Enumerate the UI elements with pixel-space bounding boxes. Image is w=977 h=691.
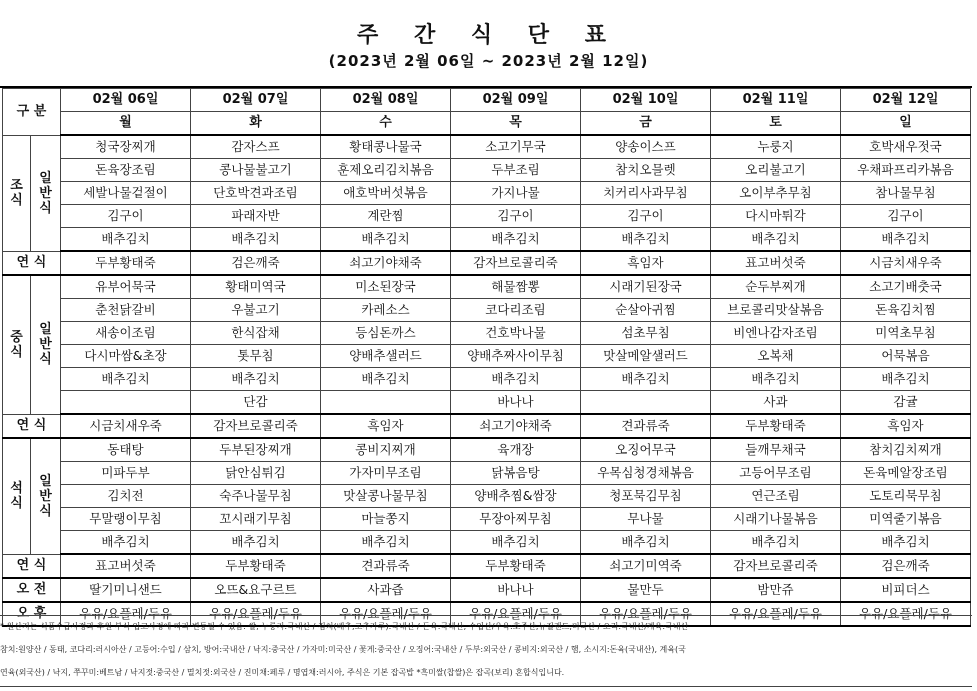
menu-cell: 누룽지 xyxy=(711,135,841,159)
menu-cell: 미소된장국 xyxy=(321,275,451,299)
menu-cell: 배추김치 xyxy=(61,368,191,391)
menu-cell: 우유/요플레/두유 xyxy=(581,602,711,626)
menu-cell: 세발나물겉절이 xyxy=(61,182,191,205)
menu-cell: 무장아찌무침 xyxy=(451,508,581,531)
menu-cell: 오복채 xyxy=(711,345,841,368)
menu-cell: 시금치새우죽 xyxy=(841,251,971,275)
menu-cell: 청포묵김무침 xyxy=(581,485,711,508)
menu-cell: 섬초무침 xyxy=(581,322,711,345)
menu-cell: 코다리조림 xyxy=(451,299,581,322)
header-day: 목 xyxy=(451,112,581,136)
menu-cell: 양배추찜&쌈장 xyxy=(451,485,581,508)
menu-cell: 참치오믈렛 xyxy=(581,159,711,182)
dinner-row xyxy=(3,438,971,462)
header-day: 일 xyxy=(841,112,971,136)
page-title: 주 간 식 단 표 xyxy=(357,23,620,48)
menu-cell: 들깨무채국 xyxy=(711,438,841,462)
menu-table xyxy=(2,88,971,627)
menu-cell: 배추김치 xyxy=(841,531,971,555)
snack_am-label: 오 전 xyxy=(3,578,61,602)
menu-cell: 맛살메알샐러드 xyxy=(581,345,711,368)
menu-cell xyxy=(61,391,191,415)
menu-cell: 배추김치 xyxy=(711,368,841,391)
period-label: (2023년 2월 06일 ~ 2023년 2월 12일) xyxy=(328,52,649,70)
menu-cell: 순두부찌개 xyxy=(711,275,841,299)
menu-cell: 춘천닭갈비 xyxy=(61,299,191,322)
menu-cell: 배추김치 xyxy=(841,368,971,391)
note-line-1: * 원산지는 식품수급사정과 후원 부식 입고사정에 따라 변동될 수 있음. 쌀, 누룽지:국내산 / 김치(배추,고추가루):국내산 / 돈육:국내산, 수입산/우육:호주산,뉴질랜드,미국산 / 오리:국내산/계육:국내산 xyxy=(0,622,689,631)
menu-cell: 김구이 xyxy=(581,205,711,228)
menu-cell: 배추김치 xyxy=(61,531,191,555)
menu-cell: 배추김치 xyxy=(191,228,321,252)
header-date: 02월 07일 xyxy=(191,89,321,112)
menu-cell: 오징어무국 xyxy=(581,438,711,462)
menu-cell: 브로콜리맛살볶음 xyxy=(711,299,841,322)
soft_am-row xyxy=(3,251,971,275)
menu-cell: 돈육장조림 xyxy=(61,159,191,182)
menu-cell: 육개장 xyxy=(451,438,581,462)
menu-cell: 우유/요플레/두유 xyxy=(451,602,581,626)
menu-cell: 배추김치 xyxy=(191,368,321,391)
menu-cell: 오뜨&요구르트 xyxy=(191,578,321,602)
menu-cell: 꼬시래기무침 xyxy=(191,508,321,531)
menu-cell: 표고버섯죽 xyxy=(711,251,841,275)
snack_am-row xyxy=(3,578,971,602)
menu-cell: 두부황태죽 xyxy=(451,554,581,578)
menu-cell: 흑임자 xyxy=(321,414,451,438)
menu-cell: 호박새우젓국 xyxy=(841,135,971,159)
menu-cell: 시래기나물볶음 xyxy=(711,508,841,531)
menu-cell: 황태미역국 xyxy=(191,275,321,299)
menu-cell: 도토리묵무침 xyxy=(841,485,971,508)
menu-cell: 가자미무조림 xyxy=(321,462,451,485)
menu-cell: 양송이스프 xyxy=(581,135,711,159)
menu-cell: 딸기미니샌드 xyxy=(61,578,191,602)
breakfast-row xyxy=(3,159,971,182)
menu-cell xyxy=(581,391,711,415)
menu-cell: 소고기무국 xyxy=(451,135,581,159)
menu-cell: 어묵볶음 xyxy=(841,345,971,368)
menu-cell: 두부조림 xyxy=(451,159,581,182)
header-day-row xyxy=(3,112,971,136)
menu-cell: 배추김치 xyxy=(711,228,841,252)
menu-cell: 배추김치 xyxy=(321,228,451,252)
menu-cell: 비엔나감자조림 xyxy=(711,322,841,345)
menu-cell: 두부황태죽 xyxy=(711,414,841,438)
menu-cell: 배추김치 xyxy=(451,368,581,391)
header-date-row xyxy=(3,89,971,112)
menu-cell: 비피더스 xyxy=(841,578,971,602)
header-day: 토 xyxy=(711,112,841,136)
menu-cell: 견과류죽 xyxy=(321,554,451,578)
menu-cell: 연근조림 xyxy=(711,485,841,508)
menu-cell: 김구이 xyxy=(451,205,581,228)
menu-cell: 우유/요플레/두유 xyxy=(191,602,321,626)
menu-cell: 시래기된장국 xyxy=(581,275,711,299)
breakfast-row xyxy=(3,228,971,252)
menu-cell: 소고기배춧국 xyxy=(841,275,971,299)
menu-cell: 숙주나물무침 xyxy=(191,485,321,508)
menu-cell: 배추김치 xyxy=(451,228,581,252)
breakfast-sub-label: 일 반 식 xyxy=(31,135,61,251)
menu-cell: 우불고기 xyxy=(191,299,321,322)
menu-cell: 김치전 xyxy=(61,485,191,508)
menu-cell: 돈육메알장조림 xyxy=(841,462,971,485)
menu-cell: 계란찜 xyxy=(321,205,451,228)
lunch-row xyxy=(3,391,971,415)
menu-cell: 감자브로콜리죽 xyxy=(191,414,321,438)
menu-cell: 양배추샐러드 xyxy=(321,345,451,368)
soft_pm-row xyxy=(3,554,971,578)
menu-cell: 참나물무침 xyxy=(841,182,971,205)
header-date: 02월 10일 xyxy=(581,89,711,112)
header-label: 구 분 xyxy=(3,89,61,136)
breakfast-row xyxy=(3,182,971,205)
menu-cell: 바나나 xyxy=(451,578,581,602)
lunch-label: 중 식 xyxy=(3,275,31,414)
lunch-row xyxy=(3,345,971,368)
menu-cell: 청국장찌개 xyxy=(61,135,191,159)
menu-cell: 두부된장찌개 xyxy=(191,438,321,462)
menu-cell: 고등어무조림 xyxy=(711,462,841,485)
menu-cell: 건호박나물 xyxy=(451,322,581,345)
origin-notes xyxy=(0,615,972,687)
menu-cell: 배추김치 xyxy=(581,228,711,252)
header-day: 화 xyxy=(191,112,321,136)
menu-cell: 다시마튀각 xyxy=(711,205,841,228)
menu-cell: 닭볶음탕 xyxy=(451,462,581,485)
menu-cell: 유부어묵국 xyxy=(61,275,191,299)
menu-cell: 감자브로콜리죽 xyxy=(451,251,581,275)
header-date: 02월 11일 xyxy=(711,89,841,112)
menu-cell: 가지나물 xyxy=(451,182,581,205)
menu-cell: 감자브로콜리죽 xyxy=(711,554,841,578)
menu-cell: 배추김치 xyxy=(451,531,581,555)
dinner-sub-label: 일 반 식 xyxy=(31,438,61,554)
menu-cell: 우유/요플레/두유 xyxy=(841,602,971,626)
menu-cell: 돈육김치찜 xyxy=(841,299,971,322)
menu-cell: 표고버섯죽 xyxy=(61,554,191,578)
menu-cell: 배추김치 xyxy=(321,531,451,555)
menu-cell: 맛살콩나물무침 xyxy=(321,485,451,508)
menu-cell: 우유/요플레/두유 xyxy=(321,602,451,626)
menu-cell: 콩비지찌개 xyxy=(321,438,451,462)
menu-cell: 감자스프 xyxy=(191,135,321,159)
menu-cell: 콩나물불고기 xyxy=(191,159,321,182)
menu-cell: 김구이 xyxy=(841,205,971,228)
soft_am-label: 연 식 xyxy=(3,251,61,275)
menu-cell xyxy=(321,391,451,415)
soft_pm-label: 연 식 xyxy=(3,554,61,578)
lunch-row xyxy=(3,368,971,391)
menu-cell: 치커리사과무침 xyxy=(581,182,711,205)
lunch-row xyxy=(3,299,971,322)
menu-cell: 파래자반 xyxy=(191,205,321,228)
menu-cell: 두부황태죽 xyxy=(191,554,321,578)
note-line-2: 참치:원양산 / 동태, 코다리:러시아산 / 고등어:수입 / 삼치, 방어:국내산 / 낙지:중국산 / 가자미:미국산 / 꽃게:중국산 / 오징어:국내산 / 두부:외국산 / 콩비지:외국산 / 햄, 소시지:돈육(국내산), 계육(국 xyxy=(0,645,686,654)
menu-cell: 물만두 xyxy=(581,578,711,602)
dinner-row xyxy=(3,531,971,555)
menu-cell: 우목심청경채볶음 xyxy=(581,462,711,485)
menu-cell: 감귤 xyxy=(841,391,971,415)
menu-cell: 톳무침 xyxy=(191,345,321,368)
menu-cell: 무말랭이무침 xyxy=(61,508,191,531)
lunch-row xyxy=(3,322,971,345)
menu-cell: 마늘쫑지 xyxy=(321,508,451,531)
menu-cell: 배추김치 xyxy=(581,531,711,555)
menu-cell: 쇠고기야채죽 xyxy=(451,414,581,438)
menu-cell: 두부황태죽 xyxy=(61,251,191,275)
menu-cell: 동태탕 xyxy=(61,438,191,462)
lunch-sub-label: 일 반 식 xyxy=(31,275,61,414)
menu-cell: 황태콩나물국 xyxy=(321,135,451,159)
menu-cell: 시금치새우죽 xyxy=(61,414,191,438)
menu-cell: 등심돈까스 xyxy=(321,322,451,345)
menu-cell: 쇠고기미역죽 xyxy=(581,554,711,578)
menu-cell: 훈제오리김치볶음 xyxy=(321,159,451,182)
menu-cell: 흑임자 xyxy=(581,251,711,275)
menu-cell: 새송이조림 xyxy=(61,322,191,345)
menu-cell: 우유/요플레/두유 xyxy=(711,602,841,626)
menu-cell: 김구이 xyxy=(61,205,191,228)
header-day: 금 xyxy=(581,112,711,136)
menu-cell: 우채파프리카볶음 xyxy=(841,159,971,182)
menu-cell: 검은깨죽 xyxy=(841,554,971,578)
menu-cell: 흑임자 xyxy=(841,414,971,438)
menu-cell: 참치김치찌개 xyxy=(841,438,971,462)
breakfast-row xyxy=(3,205,971,228)
menu-cell: 견과류죽 xyxy=(581,414,711,438)
menu-cell: 쇠고기야채죽 xyxy=(321,251,451,275)
menu-cell: 바나나 xyxy=(451,391,581,415)
menu-cell: 단감 xyxy=(191,391,321,415)
menu-cell: 해물짬뽕 xyxy=(451,275,581,299)
menu-cell: 사과즙 xyxy=(321,578,451,602)
lunch-row xyxy=(3,275,971,299)
menu-cell: 순살아귀찜 xyxy=(581,299,711,322)
menu-cell: 미파두부 xyxy=(61,462,191,485)
breakfast-label: 조 식 xyxy=(3,135,31,251)
menu-cell: 오리불고기 xyxy=(711,159,841,182)
menu-cell: 애호박버섯볶음 xyxy=(321,182,451,205)
menu-cell: 닭안심튀김 xyxy=(191,462,321,485)
header-date: 02월 09일 xyxy=(451,89,581,112)
menu-cell: 양배추짜사이무침 xyxy=(451,345,581,368)
menu-cell: 사과 xyxy=(711,391,841,415)
snack_pm-label: 오 후 xyxy=(3,602,61,626)
breakfast-row xyxy=(3,135,971,159)
menu-cell: 무나물 xyxy=(581,508,711,531)
menu-cell: 미역줄기볶음 xyxy=(841,508,971,531)
menu-cell: 배추김치 xyxy=(61,228,191,252)
menu-cell: 밤만쥬 xyxy=(711,578,841,602)
menu-cell: 배추김치 xyxy=(581,368,711,391)
soft_noon-row xyxy=(3,414,971,438)
header-date: 02월 08일 xyxy=(321,89,451,112)
menu-cell: 한식잡채 xyxy=(191,322,321,345)
header-date: 02월 12일 xyxy=(841,89,971,112)
menu-cell: 배추김치 xyxy=(191,531,321,555)
menu-cell: 배추김치 xyxy=(711,531,841,555)
menu-cell: 배추김치 xyxy=(841,228,971,252)
menu-cell: 오이부추무침 xyxy=(711,182,841,205)
dinner-row xyxy=(3,485,971,508)
header-day: 월 xyxy=(61,112,191,136)
header-day: 수 xyxy=(321,112,451,136)
menu-cell: 우유/요플레/두유 xyxy=(61,602,191,626)
dinner-row xyxy=(3,462,971,485)
menu-cell: 검은깨죽 xyxy=(191,251,321,275)
header-date: 02월 06일 xyxy=(61,89,191,112)
menu-cell: 배추김치 xyxy=(321,368,451,391)
soft_noon-label: 연 식 xyxy=(3,414,61,438)
dinner-label: 석 식 xyxy=(3,438,31,554)
menu-cell: 다시마쌈&초장 xyxy=(61,345,191,368)
menu-cell: 카레소스 xyxy=(321,299,451,322)
dinner-row xyxy=(3,508,971,531)
note-line-3: 연육(외국산) / 낙지, 쭈꾸미:베트남 / 낙지젓:중국산 / 멸치젓:외국산 / 진미채:페루 / 명엽채:러시아, 주식은 기본 잡곡밥 *흑미쌀(찹쌀)은 잡곡(보리) 혼합식입니다. xyxy=(0,668,565,677)
menu-cell: 단호박견과조림 xyxy=(191,182,321,205)
menu-cell: 미역초무침 xyxy=(841,322,971,345)
